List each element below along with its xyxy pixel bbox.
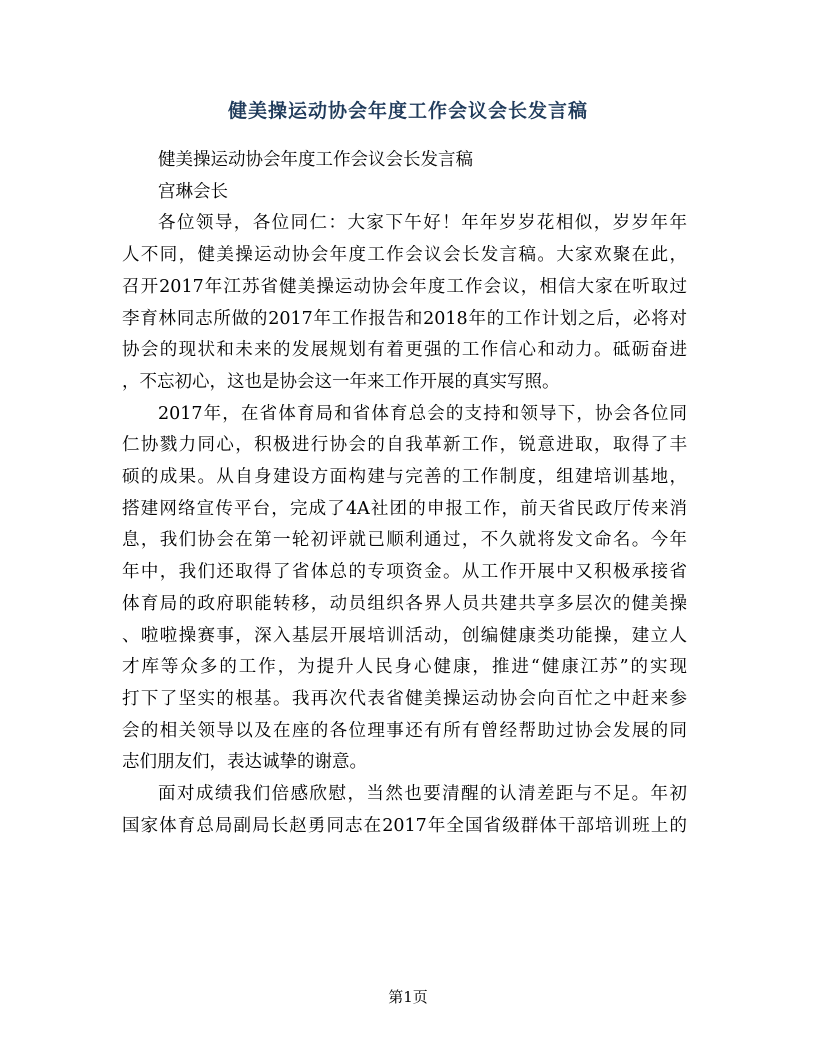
text-line: 年中，我们还取得了省体总的专项资金。从工作开展中又积极承接省 [122,562,687,583]
text-line: 宫琳会长 [158,181,228,202]
text-line: 健美操运动协会年度工作会议会长发言稿 [158,150,473,170]
text-line: 打下了坚实的根基。我再次代表省健美操运动协会向百忙之中赶来参 [122,688,687,709]
text-line: 召开2017年江苏省健美操运动协会年度工作会议，相信大家在听取过 [122,276,687,297]
text-line: 、啦啦操赛事，深入基层开展培训活动，创编健康类功能操，建立人 [122,625,687,646]
document-body [122,145,687,842]
text-line: 人不同，健美操运动协会年度工作会议会长发言稿。大家欢聚在此， [122,245,687,266]
text-line: 搭建网络宣传平台，完成了4A社团的申报工作，前天省民政厅传来消 [122,498,687,519]
text-line: 李育林同志所做的2017年工作报告和2018年的工作计划之后，必将对 [122,308,687,329]
text-line: 体育局的政府职能转移，动员组织各界人员共建共享多层次的健美操 [122,593,687,614]
text-line: ，不忘初心，这也是协会这一年来工作开展的真实写照。 [122,371,560,392]
document-title: 健美操运动协会年度工作会议会长发言稿 [227,100,588,122]
text-line: 仁协戮力同心，积极进行协会的自我革新工作，锐意进取，取得了丰 [122,435,687,456]
text-line: 面对成绩我们倍感欣慰，当然也要清醒的认清差距与不足。年初 [158,784,687,805]
text-line: 协会的现状和未来的发展规划有着更强的工作信心和动力。砥砺奋进 [122,340,687,361]
page-number: 第1页 [388,988,428,1006]
text-line: 国家体育总局副局长赵勇同志在2017年全国省级群体干部培训班上的 [122,815,687,836]
text-line: 2017年，在省体育局和省体育总会的支持和领导下，协会各位同 [158,403,687,424]
text-line: 会的相关领导以及在座的各位理事还有所有曾经帮助过协会发展的同 [122,720,687,741]
text-line: 硕的成果。从自身建设方面构建与完善的工作制度，组建培训基地， [122,467,687,488]
text-line: 志们朋友们，表达诚挚的谢意。 [122,752,367,773]
text-line: 息，我们协会在第一轮初评就已顺利通过，不久就将发文命名。今年 [122,530,687,551]
text-line: 才库等众多的工作，为提升人民身心健康，推进“健康江苏”的实现 [122,657,687,678]
text-line: 各位领导，各位同仁：大家下午好！年年岁岁花相似，岁岁年年 [158,213,687,234]
